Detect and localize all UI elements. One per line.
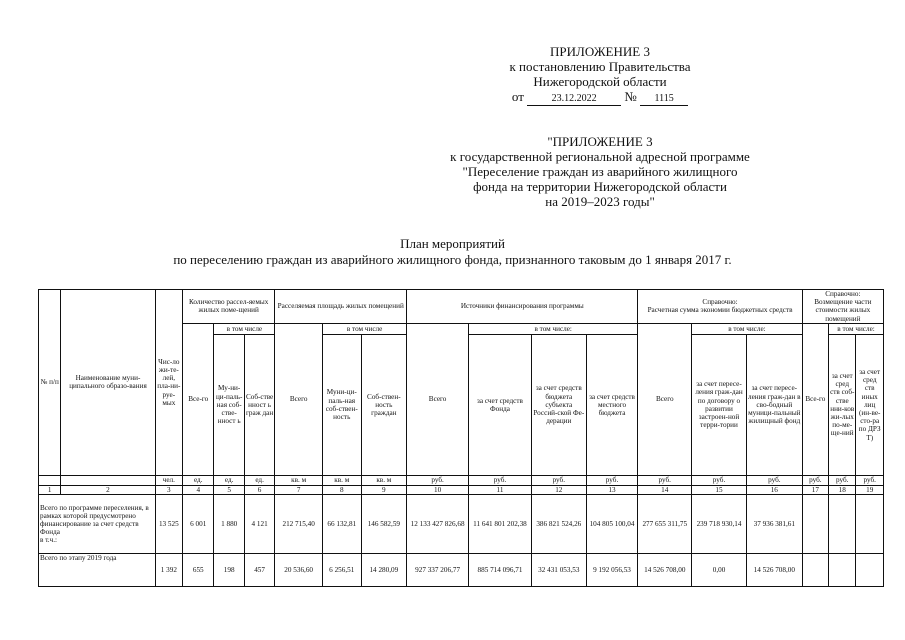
number-sign: № <box>624 89 637 104</box>
cell-comp-total <box>802 495 828 554</box>
cell-comp-other <box>856 554 884 587</box>
col-number: 6 <box>244 485 274 494</box>
cell-area-mun: 66 132,81 <box>322 495 361 554</box>
cell-econ-free: 14 526 708,00 <box>746 554 802 587</box>
col-number: 8 <box>322 485 361 494</box>
col-number: 15 <box>692 485 747 494</box>
cell-fin-fund: 11 641 801 202,38 <box>469 495 532 554</box>
program-line: на 2019–2023 годы" <box>545 194 655 209</box>
appendix-line: к постановлению Правительства <box>509 59 691 74</box>
cell-fin-total: 12 133 427 826,68 <box>407 495 469 554</box>
fin-subject-header: за счет средств бюджета субъекта Россий-ской Фе-дерации <box>531 334 586 475</box>
cell-area-total: 20 536,60 <box>275 554 323 587</box>
col-number: 12 <box>531 485 586 494</box>
econ-free-header: за счет пересе-ления граж-дан в сво-бодный муници-пальный жилищный фонд <box>746 334 802 475</box>
cell-fin-subject: 32 431 053,53 <box>531 554 586 587</box>
cell-residents: 13 525 <box>155 495 182 554</box>
col-number: 13 <box>586 485 638 494</box>
unit-cell: ед. <box>244 475 274 485</box>
cell-econ-free: 37 936 381,61 <box>746 495 802 554</box>
cell-count-mun: 198 <box>214 554 244 587</box>
cell-count-cit: 457 <box>244 554 274 587</box>
unit-cell: ед. <box>183 475 214 485</box>
cell-econ-contract: 239 718 930,14 <box>692 495 747 554</box>
cell-area-total: 212 715,40 <box>275 495 323 554</box>
reference-label: Справочно: <box>702 298 738 307</box>
cell-fin-local: 9 192 056,53 <box>586 554 638 587</box>
unit-cell: руб. <box>692 475 747 485</box>
cell-count-mun: 1 880 <box>214 495 244 554</box>
col-residents-header: Чис-ло жи-те-лей, пла-ни-руе-мых <box>155 290 182 476</box>
program-line: фонда на территории Нижегородской области <box>473 179 727 194</box>
program-total-name: Всего по программе переселения, в рамках которой предусмотрено финансирование за счет средств Фонда <box>40 503 149 537</box>
cell-econ-total: 14 526 708,00 <box>638 554 692 587</box>
appendix-title: ПРИЛОЖЕНИЕ 3 <box>550 44 650 59</box>
including-label: в т.ч.: <box>40 536 57 545</box>
cell-area-cit: 146 582,59 <box>361 495 407 554</box>
plan-title: План мероприятий <box>400 236 505 251</box>
unit-cell-empty <box>61 475 155 485</box>
finance-group-header: Источники финансирования программы <box>407 290 638 324</box>
unit-cell: руб. <box>407 475 469 485</box>
stage-name: Всего по этапу 2019 года <box>39 554 156 587</box>
col-number: 9 <box>361 485 407 494</box>
col-number: 18 <box>829 485 856 494</box>
from-label: от <box>511 89 524 104</box>
cell-econ-total: 277 655 311,75 <box>638 495 692 554</box>
area-cit-header: Соб-ствен-ность граждан <box>361 334 407 475</box>
cell-econ-contract: 0,00 <box>692 554 747 587</box>
col-number: 17 <box>802 485 828 494</box>
unit-cell: руб. <box>531 475 586 485</box>
unit-cell: кв. м <box>361 475 407 485</box>
cell-count-total: 655 <box>183 554 214 587</box>
table-row-stage-2019 <box>39 554 884 587</box>
cell-fin-local: 104 805 100,04 <box>586 495 638 554</box>
cell-comp-own <box>829 554 856 587</box>
appendix-line: Нижегородской области <box>533 74 667 89</box>
decree-number: 1115 <box>640 93 688 106</box>
plan-title-block <box>0 236 905 268</box>
cell-area-mun: 6 256,51 <box>322 554 361 587</box>
program-appendix-header <box>410 134 790 209</box>
cell-comp-other <box>856 495 884 554</box>
cell-comp-own <box>829 495 856 554</box>
col-number: 14 <box>638 485 692 494</box>
reference-label: Справочно: <box>825 290 861 298</box>
area-incl-header: в том числе <box>322 323 406 334</box>
fin-local-header: за счет средств местного бюджета <box>586 334 638 475</box>
col-number: 7 <box>275 485 323 494</box>
decree-date-number <box>420 89 780 106</box>
econ-total-header: Всего <box>638 323 692 475</box>
cell-fin-subject: 386 821 524,26 <box>531 495 586 554</box>
cell-comp-total <box>802 554 828 587</box>
cell-fin-total: 927 337 206,77 <box>407 554 469 587</box>
compensation-group-header <box>802 290 883 324</box>
header-row-1 <box>39 290 884 324</box>
decree-date: 23.12.2022 <box>527 93 621 106</box>
unit-cell: чел. <box>155 475 182 485</box>
unit-cell: руб. <box>746 475 802 485</box>
count-cit-header: Соб-стве нност ь граж дан <box>244 334 274 475</box>
col-number: 5 <box>214 485 244 494</box>
plan-subtitle: по переселению граждан из аварийного жилищного фонда, признанного таковым до 1 января 2017 г. <box>173 252 732 267</box>
col-name-header: Наименование муни-ципального образо-вания <box>61 290 155 476</box>
comp-own-header: за счет сред ств соб-стве нни-ков жи-лых по-ме-ще-ний <box>829 334 856 475</box>
unit-cell-empty <box>39 475 61 485</box>
plan-table <box>38 289 884 587</box>
unit-cell: ед. <box>214 475 244 485</box>
unit-cell: руб. <box>638 475 692 485</box>
appendix-header <box>420 44 780 106</box>
col-number: 1 <box>39 485 61 494</box>
col-number: 11 <box>469 485 532 494</box>
count-group-header: Количество рассел-яемых жилых поме-щений <box>183 290 275 324</box>
fin-total-header: Всего <box>407 323 469 475</box>
program-line: "Переселение граждан из аварийного жилищного <box>462 164 738 179</box>
econ-incl-header: в том числе: <box>692 323 803 334</box>
comp-total-header: Все-го <box>802 323 828 475</box>
col-number: 2 <box>61 485 155 494</box>
economy-group-header <box>638 290 802 324</box>
comp-other-header: за счет сред ств иных лиц (ин-ве-сто-ра по ДРЗ Т) <box>856 334 884 475</box>
program-line: к государственной региональной адресной программе <box>450 149 750 164</box>
unit-cell: руб. <box>586 475 638 485</box>
econ-contract-header: за счет пересе-ления граж-дан по договору о развитии застроен-ной терри-тории <box>692 334 747 475</box>
count-total-header: Все-го <box>183 323 214 475</box>
cell-fin-fund: 885 714 096,71 <box>469 554 532 587</box>
economy-label: Расчетная сумма экономии бюджетных средств <box>647 306 793 315</box>
comp-incl-header: в том числе: <box>829 323 884 334</box>
unit-cell: руб. <box>802 475 828 485</box>
program-total-name-cell <box>39 495 156 554</box>
cell-residents: 1 392 <box>155 554 182 587</box>
unit-cell: кв. м <box>275 475 323 485</box>
area-group-header: Расселяемая площадь жилых помещений <box>275 290 407 324</box>
unit-cell: руб. <box>829 475 856 485</box>
cell-count-cit: 4 121 <box>244 495 274 554</box>
unit-cell: руб. <box>856 475 884 485</box>
col-number: 16 <box>746 485 802 494</box>
col-num-header: № п/п <box>39 290 61 476</box>
col-number: 3 <box>155 485 182 494</box>
col-number: 10 <box>407 485 469 494</box>
col-number: 19 <box>856 485 884 494</box>
cell-area-cit: 14 280,09 <box>361 554 407 587</box>
unit-cell: кв. м <box>322 475 361 485</box>
count-incl-header: в том числе <box>214 323 275 334</box>
fin-incl-header: в том числе: <box>469 323 638 334</box>
table-row-program-total <box>39 495 884 554</box>
units-row <box>39 475 884 485</box>
count-mun-header: Му-ни-ци-паль-ная соб-стве-нност ь <box>214 334 244 475</box>
column-number-row <box>39 485 884 494</box>
unit-cell: руб. <box>469 475 532 485</box>
program-appendix-title: "ПРИЛОЖЕНИЕ 3 <box>547 134 653 149</box>
area-total-header: Всего <box>275 323 323 475</box>
cell-count-total: 6 001 <box>183 495 214 554</box>
col-number: 4 <box>183 485 214 494</box>
area-mun-header: Муни-ци-паль-ная соб-ствен-ность <box>322 334 361 475</box>
compensation-label: Возмещение части стоимости жилых помещений <box>814 298 872 323</box>
fin-fund-header: за счет средств Фонда <box>469 334 532 475</box>
